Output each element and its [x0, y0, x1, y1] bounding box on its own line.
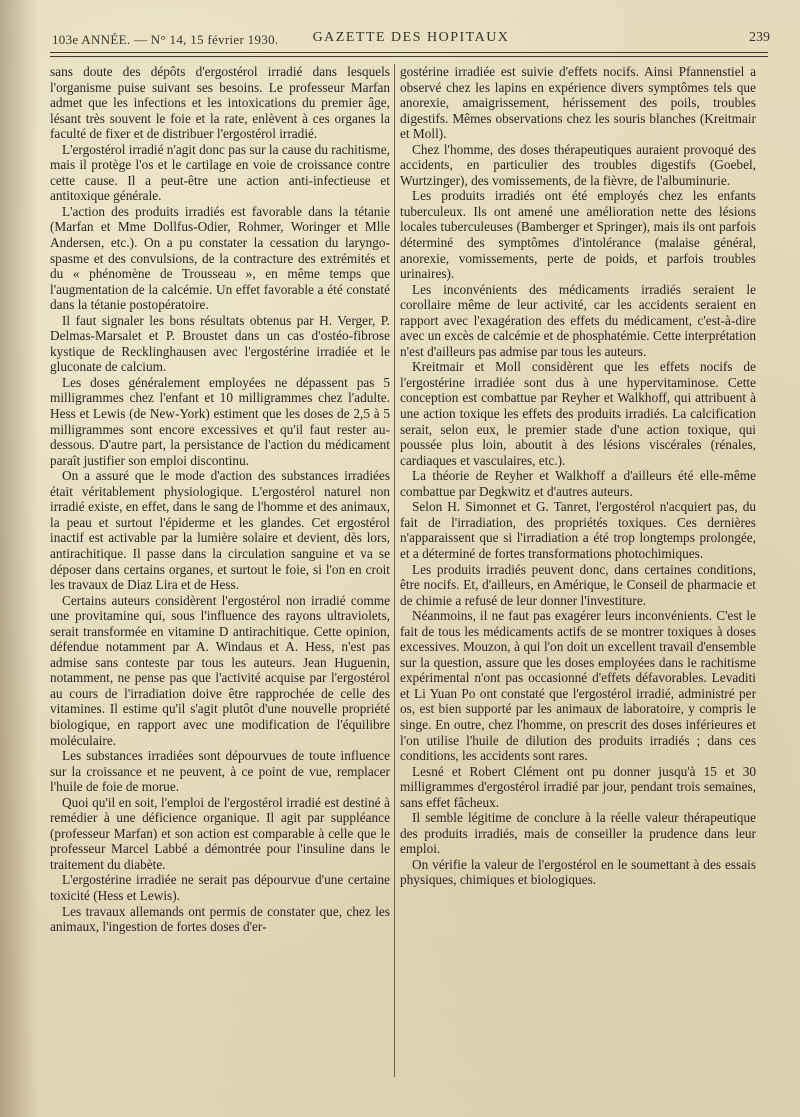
paragraph: Les inconvénients des médicaments irradiés seraient le corollaire même de leur activité, car les accidents seraient en rapport avec l'exagération des effets du médicament, c'est-à-dire avec un excès de calcémie et de phosphatémie. Cette interprétation n'est d'ailleurs pas admise par tous les auteurs.: [400, 281, 756, 359]
paragraph: Quoi qu'il en soit, l'emploi de l'ergostérol irradié est destiné à remédier à une déficience organique. Il agit par suppléance (professeur Marfan) et son action est comparable à celle que le professeur Marcel Labbé a démontrée pour l'insuline dans le traitement du diabète.: [50, 794, 390, 872]
paragraph: L'ergostérol irradié n'agit donc pas sur la cause du rachitisme, mais il protège l'os et le cartilage en voie de croissance contre cette cause. Il a peut-être une action anti-infectieuse et antitoxique générale.: [50, 141, 390, 204]
paragraph: gostérine irradiée est suivie d'effets nocifs. Ainsi Pfannenstiel a observé chez les lapins en expérience divers symptômes tels que anorexie, amaigrissement, hérissement des poils, troubles digestifs. Mêmes observations chez les souris blanches (Kreitmair et Moll).: [400, 64, 756, 142]
paragraph: L'action des produits irradiés est favorable dans la tétanie (Marfan et Mme Dollfus-Odier, Rohmer, Woringer et Mlle Andersen, etc.). On a pu constater la cessation du laryngo-spasme et des convulsions, de la contracture des extrémités et du « phénomène de Trousseau », en même temps que l'augmentation de la calcémie. Un effet favorable a été constaté dans la tétanie postopératoire.: [50, 203, 390, 313]
binding-shadow: [0, 0, 38, 1117]
header-rule-thin: [50, 56, 768, 57]
paragraph: Il faut signaler les bons résultats obtenus par H. Verger, P. Delmas-Marsalet et P. Broustet dans un cas d'ostéo-fibrose kystique de Recklinghausen avec l'ergostérine irradiée et le gluconate de calcium.: [50, 312, 390, 375]
paragraph: Les substances irradiées sont dépourvues de toute influence sur la croissance et ne peuvent, à ce point de vue, remplacer l'huile de foie de morue.: [50, 748, 390, 795]
paragraph: On a assuré que le mode d'action des substances irradiées était véritablement physiologique. L'ergostérol naturel non irradié existe, en effet, dans le sang de l'homme et des animaux, la peau et surtout l'épiderme et les glandes. Cet ergostérol inactif est activable par la lumière solaire et devient, dès lors, antirachitique. Il passe dans la circulation sanguine et va se déposer dans certains organes, et surtout le foie, si l'on en croit les travaux de Diaz Lira et de Hess.: [50, 468, 390, 593]
paragraph: Les produits irradiés peuvent donc, dans certaines conditions, être nocifs. Et, d'ailleurs, en Amérique, le Conseil de pharmacie et de chimie a refusé de leur donner l'investiture.: [400, 561, 756, 608]
paragraph: Les doses généralement employées ne dépassent pas 5 milligrammes chez l'enfant et 10 milligrammes chez l'adulte. Hess et Lewis (de New-York) estiment que les doses de 2,5 à 5 milligrammes sont encore excessives et qu'il faut rester au-dessous. D'autre part, la persistance de l'action du médicament paraît justifier son emploi discontinu.: [50, 374, 390, 468]
paragraph: Les produits irradiés ont été employés chez les enfants tuberculeux. Ils ont amené une amélioration nette des lésions locales tuberculeuses (Bamberger et Springer), mais ils ont parfois déterminé des symptômes d'intolérance (malaise général, anorexie, vomissements, perte de poids, et parfois troubles urinaires).: [400, 188, 756, 282]
paragraph: Chez l'homme, des doses thérapeutiques auraient provoqué des accidents, en particulier des troubles digestifs (Goebel, Wurtzinger), des vomissements, de la fièvre, de l'albuminurie.: [400, 141, 756, 188]
column-divider: [394, 64, 395, 1077]
journal-title: GAZETTE DES HOPITAUX: [312, 30, 510, 45]
paragraph: sans doute des dépôts d'ergostérol irradié dans lesquels l'organisme puise suivant ses besoins. Le professeur Marfan admet que les infections et les intoxications du premier âge, lésant très souvent le foie et la rate, enlèvent à ces organes la faculté de fixer et de distribuer l'ergostérol irradié.: [50, 64, 390, 142]
issue-line: 103e ANNÉE. — N° 14, 15 février 1930.: [52, 32, 279, 47]
paragraph: Les travaux allemands ont permis de constater que, chez les animaux, l'ingestion de fortes doses d'er-: [50, 903, 390, 935]
paragraph: Il semble légitime de conclure à la réelle valeur thérapeutique des produits irradiés, mais de conseiller la prudence dans leur emploi.: [400, 810, 756, 857]
page-header: [52, 28, 770, 50]
paragraph: L'ergostérine irradiée ne serait pas dépourvue d'une certaine toxicité (Hess et Lewis).: [50, 872, 390, 903]
left-column: [50, 64, 390, 935]
right-column: [400, 64, 756, 888]
paragraph: Néanmoins, il ne faut pas exagérer leurs inconvénients. C'est le fait de tous les médicaments actifs de se montrer toxiques à doses excessives. Mouzon, à qui l'on doit un excellent travail d'ensemble sur la question, assure que les doses employées dans le rachitisme expérimental n'ont pas occasionné d'effets défavorables. Levaditi et Li Yuan Po ont constaté que l'ergostérol irradié, administré per os, est bien supporté par les animaux de laboratoire, y compris le singe. En outre, chez l'homme, on prescrit des doses inférieures et l'on utilise l'huile de dilution des produits irradiés ; dans ces conditions, les accidents sont rares.: [400, 608, 756, 764]
paragraph: Kreitmair et Moll considèrent que les effets nocifs de l'ergostérine irradiée sont dus à une hypervitaminose. Cette conception est combattue par Reyher et Walkhoff, qui attribuent à une action toxique les effets des produits irradiés. La calcification serait, selon eux, le premier stade d'une action toxique, qui poussée plus loin, aboutit à des lésions viscérales (rénales, cardiaques et vasculaires, etc.).: [400, 359, 756, 468]
paragraph: La théorie de Reyher et Walkhoff a d'ailleurs été elle-même combattue par Degkwitz et d'autres auteurs.: [400, 468, 756, 499]
paragraph: On vérifie la valeur de l'ergostérol en le soumettant à des essais physiques, chimiques et biologiques.: [400, 856, 756, 888]
header-rule: [50, 52, 768, 53]
paragraph: Selon H. Simonnet et G. Tanret, l'ergostérol n'acquiert pas, du fait de l'irradiation, des propriétés toxiques. Ces dernières n'apparaissent que si l'irradiation a été trop longtemps prolongée, et a déterminé de fortes transformations photochimiques.: [400, 499, 756, 561]
paragraph: Certains auteurs considèrent l'ergostérol non irradié comme une provitamine qui, sous l'influence des rayons ultraviolets, serait transformée en vitamine D antirachitique. Cette opinion, défendue notamment par A. Windaus et A. Hess, n'est pas admise sans conteste par tous les auteurs. Jean Huguenin, notamment, ne pense pas que l'activité acquise par l'ergostérol au cours de l'irradiation doive être rapprochée de celle des vitamines. Il estime qu'il s'agit plutôt d'une nouvelle propriété biologique, en rapport avec une modification de l'équilibre moléculaire.: [50, 592, 390, 748]
paragraph: Lesné et Robert Clément ont pu donner jusqu'à 15 et 30 milligrammes d'ergostérol irradié par jour, pendant trois semaines, sans effet fâcheux.: [400, 763, 756, 810]
page-number: 239: [749, 30, 770, 45]
